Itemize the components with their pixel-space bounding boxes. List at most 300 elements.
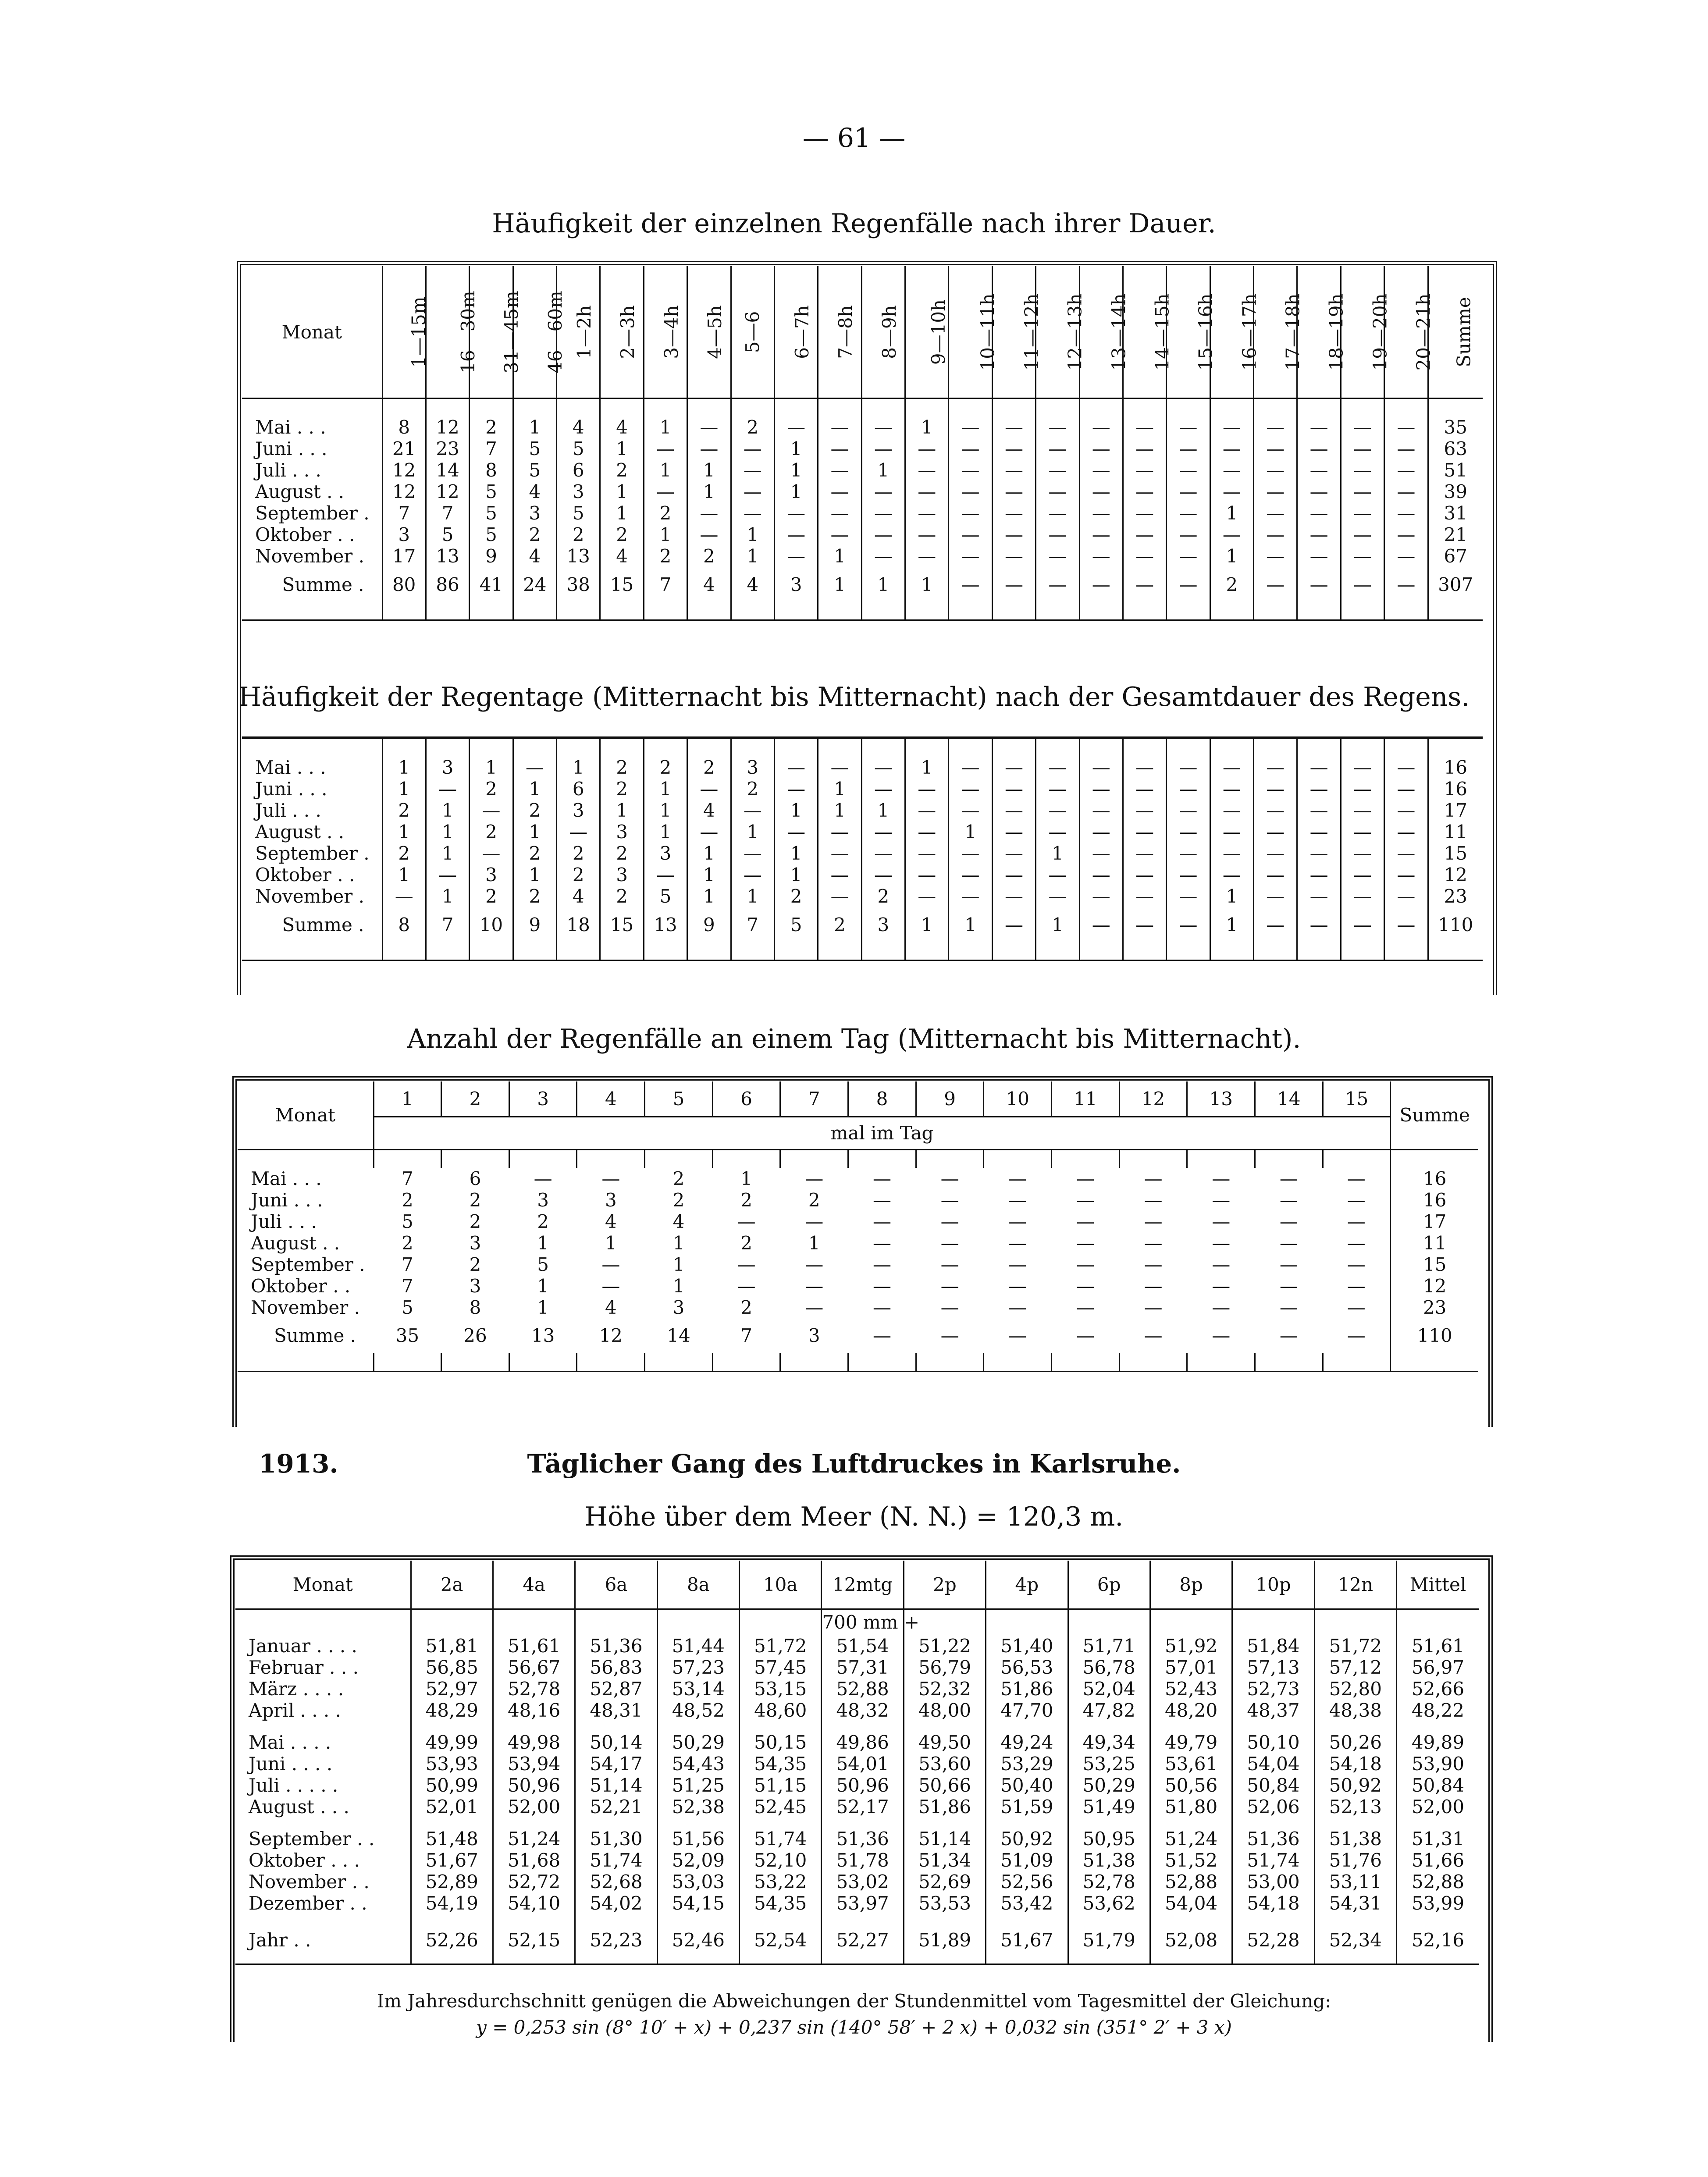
cell-value: —: [1079, 459, 1123, 481]
cell-value: —: [818, 481, 861, 502]
cell-value: —: [861, 545, 905, 567]
spacer: [1323, 1149, 1391, 1168]
cell-value: 5: [644, 886, 687, 907]
duration-label: 2—3h: [617, 305, 639, 359]
cell-value: —: [949, 757, 992, 778]
sum-label: Summe .: [282, 573, 364, 595]
cell-value: 2: [740, 1232, 752, 1254]
cell-value: —: [1297, 821, 1341, 843]
cell-value: 52,38: [657, 1796, 739, 1818]
cell-value: 2: [470, 778, 513, 800]
spacer: [493, 1721, 575, 1732]
sum-value: 80: [382, 567, 426, 602]
spacer: [1384, 398, 1428, 417]
duration-label: 9—10h: [928, 299, 950, 365]
spacer: [1232, 1955, 1314, 1964]
cell-value: —: [949, 545, 992, 567]
spacer: [575, 1721, 657, 1732]
spacer: [557, 602, 600, 620]
cell-value: —: [1210, 524, 1253, 545]
cell-value: —: [737, 1253, 756, 1275]
cell-value: —: [534, 1167, 552, 1189]
cell-value: 2: [401, 1232, 413, 1254]
cell-value: —: [1254, 843, 1297, 864]
cell-value: 52,43: [1150, 1678, 1232, 1700]
cell-value: —: [1297, 459, 1341, 481]
cell-value: 1: [673, 1232, 685, 1254]
spacer: [600, 602, 644, 620]
duration-header: [1167, 266, 1217, 398]
cell-value: —: [1036, 502, 1079, 524]
cell-value: —: [940, 1210, 959, 1232]
sum-value: 4: [687, 567, 731, 602]
cell-value: —: [1036, 416, 1079, 438]
cell-value: 53,25: [1068, 1753, 1150, 1775]
month-label: Dezember . .: [249, 1892, 367, 1914]
cell-value: —: [1384, 800, 1428, 821]
spacer: [904, 1818, 986, 1828]
cell-value: 1: [644, 459, 687, 481]
month-label: September .: [255, 843, 370, 864]
table1-title: Häufigkeit der einzelnen Regenfälle nach ihrer Dauer.: [492, 208, 1216, 239]
cell-value: 52,28: [1232, 1924, 1314, 1955]
cell-value: 2: [600, 757, 644, 778]
equation: y = 0,253 sin (8° 10′ + x) + 0,237 sin (140° 58′ + 2 x) + 0,032 sin (351° 2′ + 3 x): [476, 2017, 1232, 2038]
spacer: [1232, 1721, 1314, 1732]
cell-value: 53,29: [986, 1753, 1068, 1775]
cell-value: —: [687, 416, 731, 438]
mean-value: 49,89: [1397, 1732, 1479, 1753]
spacer: [984, 1149, 1052, 1168]
spacer: [1255, 1353, 1323, 1372]
duration-label: 17—18h: [1282, 293, 1304, 370]
spacer: [509, 1149, 577, 1168]
cell-value: —: [1167, 821, 1210, 843]
spacer: [1297, 738, 1341, 757]
row-sum: 16: [1391, 1189, 1478, 1211]
duration-label: 7—8h: [835, 305, 856, 359]
cell-value: 2: [470, 821, 513, 843]
cell-value: —: [774, 821, 818, 843]
duration-label: 16—30m: [457, 290, 479, 374]
spacer: [1397, 1818, 1479, 1828]
cell-value: —: [1297, 800, 1341, 821]
cell-value: —: [818, 502, 861, 524]
cell-value: —: [1036, 800, 1079, 821]
cell-value: —: [1297, 843, 1341, 864]
mean-value: 51,61: [1397, 1635, 1479, 1657]
duration-label: 16—17h: [1238, 293, 1260, 370]
cell-value: 47,82: [1068, 1700, 1150, 1721]
cell-value: —: [1210, 778, 1253, 800]
cell-value: —: [1297, 502, 1341, 524]
spacer: [687, 738, 731, 757]
table1-row: [242, 459, 1483, 481]
duration-header: [687, 266, 731, 398]
cell-value: 50,95: [1068, 1828, 1150, 1850]
spacer: [411, 1609, 493, 1635]
cell-value: —: [1079, 545, 1123, 567]
cell-value: 56,79: [904, 1657, 986, 1678]
spacer: [1123, 602, 1166, 620]
sum-value: 1: [905, 907, 949, 942]
table2-row: [242, 800, 1483, 821]
cell-value: —: [818, 864, 861, 886]
cell-value: —: [1079, 438, 1123, 459]
cell-value: —: [1212, 1167, 1231, 1189]
cell-value: 1: [470, 757, 513, 778]
count-header: 13: [1187, 1081, 1255, 1117]
spacer: [1210, 398, 1253, 417]
cell-value: —: [992, 821, 1035, 843]
spacer: [1167, 602, 1210, 620]
sum-value: 12: [599, 1325, 623, 1346]
cell-value: —: [1079, 886, 1123, 907]
cell-value: 1: [644, 821, 687, 843]
cell-value: 4: [600, 545, 644, 567]
cell-value: —: [1210, 864, 1253, 886]
cell-value: —: [818, 524, 861, 545]
mean-value: 51,66: [1397, 1850, 1479, 1871]
sum-value: 307: [1428, 567, 1483, 602]
cell-value: —: [1297, 778, 1341, 800]
cell-value: 52,34: [1314, 1924, 1396, 1955]
cell-value: —: [1123, 864, 1166, 886]
cell-value: 21: [1428, 524, 1483, 545]
count-header: 9: [916, 1081, 984, 1117]
sum-value: —: [1167, 907, 1210, 942]
spacer: [235, 1609, 411, 1635]
cell-value: 53,62: [1068, 1892, 1150, 1914]
duration-header: [600, 266, 644, 398]
sum-label: Summe .: [274, 1325, 356, 1346]
cell-value: —: [1167, 438, 1210, 459]
spacer: [509, 1353, 577, 1372]
cell-value: 5: [470, 502, 513, 524]
duration-label: 15—16h: [1195, 293, 1217, 370]
spacer: [382, 738, 426, 757]
cell-value: —: [1167, 864, 1210, 886]
cell-value: 53,15: [740, 1678, 822, 1700]
duration-label: 11—12h: [1021, 293, 1043, 370]
cell-value: —: [1167, 459, 1210, 481]
cell-value: 52,87: [575, 1678, 657, 1700]
cell-value: —: [1123, 778, 1166, 800]
spacer: [426, 738, 469, 757]
cell-value: —: [731, 459, 774, 481]
cell-value: 54,35: [740, 1753, 822, 1775]
spacer: [600, 738, 644, 757]
spacer: [774, 942, 818, 960]
rain-duration-table: [242, 266, 1483, 621]
cell-value: —: [1341, 416, 1384, 438]
sum-value: 7: [731, 907, 774, 942]
cell-value: —: [426, 864, 469, 886]
cell-value: —: [1254, 438, 1297, 459]
cell-value: —: [940, 1296, 959, 1318]
cell-value: —: [1036, 481, 1079, 502]
spacer: [1123, 398, 1166, 417]
cell-value: 1: [818, 800, 861, 821]
spacer: [657, 1609, 739, 1635]
cell-value: —: [992, 459, 1035, 481]
hour-header: 4a: [493, 1561, 575, 1609]
sum-value: 15: [600, 907, 644, 942]
cell-value: 51: [1428, 459, 1483, 481]
cell-value: 7: [382, 502, 426, 524]
cell-value: 5: [401, 1296, 413, 1318]
month-label: Oktober . .: [255, 864, 355, 886]
cell-value: 1: [731, 821, 774, 843]
spacer: [644, 602, 687, 620]
mean-value: 52,16: [1397, 1924, 1479, 1955]
spacer: [731, 398, 774, 417]
cell-value: —: [1254, 416, 1297, 438]
cell-value: 1: [687, 481, 731, 502]
spacer: [557, 942, 600, 960]
cell-value: —: [949, 864, 992, 886]
cell-value: 5: [470, 524, 513, 545]
cell-value: 2: [470, 886, 513, 907]
table2-row: [242, 886, 1483, 907]
cell-value: —: [1347, 1253, 1366, 1275]
sum-value: 86: [426, 567, 469, 602]
cell-value: 11: [1428, 821, 1483, 843]
cell-value: 54,18: [1232, 1892, 1314, 1914]
cell-value: —: [1036, 524, 1079, 545]
table3-row: [238, 1211, 1478, 1232]
month-label: September . .: [249, 1828, 375, 1850]
cell-value: 1: [537, 1275, 549, 1297]
spacer: [575, 1818, 657, 1828]
cell-value: 54,04: [1150, 1892, 1232, 1914]
cell-value: 1: [382, 757, 426, 778]
cell-value: —: [861, 502, 905, 524]
spacer: [1314, 1914, 1396, 1924]
duration-header: [1297, 266, 1347, 398]
spacer: [949, 738, 992, 757]
cell-value: 2: [731, 416, 774, 438]
spacer: [687, 602, 731, 620]
cell-value: —: [905, 524, 949, 545]
cell-value: 1: [731, 886, 774, 907]
spacer: [411, 1914, 493, 1924]
spacer: [1297, 602, 1341, 620]
sum-value: 9: [687, 907, 731, 942]
cell-value: 53,42: [986, 1892, 1068, 1914]
cell-value: 51,36: [822, 1828, 904, 1850]
cell-value: —: [1384, 886, 1428, 907]
duration-header: [382, 266, 429, 398]
spacer: [470, 942, 513, 960]
cell-value: 56,78: [1068, 1657, 1150, 1678]
cell-value: 54,35: [740, 1892, 822, 1914]
cell-value: —: [1079, 757, 1123, 778]
cell-value: —: [1210, 438, 1253, 459]
cell-value: —: [1123, 438, 1166, 459]
cell-value: 1: [687, 864, 731, 886]
count-header: 2: [441, 1081, 509, 1117]
spacer: [242, 398, 382, 417]
spacer: [600, 398, 644, 417]
cell-value: 57,45: [740, 1657, 822, 1678]
spacer: [1167, 942, 1210, 960]
cell-value: —: [1167, 757, 1210, 778]
spacer: [493, 1914, 575, 1924]
cell-value: 35: [1428, 416, 1483, 438]
cell-value: 49,86: [822, 1732, 904, 1753]
spacer: [740, 1955, 822, 1964]
cell-value: —: [774, 502, 818, 524]
cell-value: 1: [774, 459, 818, 481]
cell-value: —: [1254, 800, 1297, 821]
cell-value: 1: [600, 438, 644, 459]
cell-value: —: [1384, 821, 1428, 843]
cell-value: —: [1210, 800, 1253, 821]
cell-value: —: [1254, 524, 1297, 545]
cell-value: 1: [673, 1275, 685, 1297]
cell-value: —: [818, 438, 861, 459]
cell-value: —: [992, 438, 1035, 459]
cell-value: —: [1144, 1275, 1163, 1297]
cell-value: —: [1167, 481, 1210, 502]
sum-value: —: [1347, 1325, 1366, 1346]
spacer: [557, 738, 600, 757]
month-label: März . . . .: [249, 1678, 344, 1700]
month-label: Juni . . .: [255, 438, 327, 459]
spacer: [644, 398, 687, 417]
sum-value: —: [1384, 907, 1428, 942]
hour-header: 10a: [740, 1561, 822, 1609]
cell-value: 50,10: [1232, 1732, 1314, 1753]
cell-value: —: [1384, 502, 1428, 524]
cell-value: —: [1144, 1210, 1163, 1232]
month-header: Monat: [242, 266, 382, 398]
cell-value: 67: [1428, 545, 1483, 567]
spacer: [1314, 1818, 1396, 1828]
cell-value: —: [1123, 524, 1166, 545]
sum-value: —: [872, 1325, 891, 1346]
spacer: [1150, 1818, 1232, 1828]
cell-value: 8: [469, 1296, 481, 1318]
cell-value: —: [805, 1275, 824, 1297]
spacer: [1254, 738, 1297, 757]
spacer: [1254, 398, 1297, 417]
cell-value: 53,00: [1232, 1871, 1314, 1892]
spacer: [780, 1353, 848, 1372]
spacer: [731, 738, 774, 757]
spacer: [1391, 1149, 1478, 1168]
pressure-row: [235, 1678, 1479, 1700]
cell-value: 51,49: [1068, 1796, 1150, 1818]
cell-value: 1: [605, 1232, 617, 1254]
sum-value: 110: [1428, 907, 1483, 942]
cell-value: —: [872, 1210, 891, 1232]
cell-value: —: [861, 481, 905, 502]
hour-header: 6p: [1068, 1561, 1150, 1609]
mean-value: 51,31: [1397, 1828, 1479, 1850]
cell-value: 2: [600, 886, 644, 907]
month-label: Januar . . . .: [249, 1635, 357, 1657]
month-label: Juni . . .: [251, 1189, 323, 1211]
cell-value: —: [731, 481, 774, 502]
spacer: [1068, 1914, 1150, 1924]
count-header: 10: [984, 1081, 1052, 1117]
cell-value: 48,16: [493, 1700, 575, 1721]
spacer: [712, 1353, 780, 1372]
month-label: August . .: [255, 481, 345, 502]
cell-value: —: [805, 1253, 824, 1275]
cell-value: 50,84: [1232, 1775, 1314, 1796]
cell-value: —: [1210, 821, 1253, 843]
duration-label: 18—19h: [1325, 293, 1347, 370]
spacer: [238, 1353, 374, 1372]
cell-value: 2: [470, 416, 513, 438]
pressure-row: [235, 1828, 1479, 1850]
cell-value: —: [1167, 502, 1210, 524]
mean-value: 52,88: [1397, 1871, 1479, 1892]
pressure-row: [235, 1657, 1479, 1678]
cell-value: 53,61: [1150, 1753, 1232, 1775]
cell-value: —: [731, 843, 774, 864]
spacer: [411, 1955, 493, 1964]
cell-value: —: [1036, 757, 1079, 778]
cell-value: —: [1036, 886, 1079, 907]
cell-value: —: [1347, 1296, 1366, 1318]
cell-value: 2: [644, 502, 687, 524]
cell-value: 7: [401, 1275, 413, 1297]
cell-value: —: [1254, 502, 1297, 524]
spacer: [904, 1955, 986, 1964]
cell-value: 52,56: [986, 1871, 1068, 1892]
duration-header: [1384, 266, 1434, 398]
cell-value: 23: [426, 438, 469, 459]
row-sum: 23: [1391, 1297, 1478, 1318]
cell-value: 3: [557, 800, 600, 821]
cell-value: 2: [557, 843, 600, 864]
sum-value: 3: [774, 567, 818, 602]
cell-value: —: [382, 886, 426, 907]
cell-value: 3: [605, 1189, 617, 1211]
cell-value: 1: [382, 778, 426, 800]
cell-value: —: [1079, 843, 1123, 864]
cell-value: 54,10: [493, 1892, 575, 1914]
cell-value: 53,03: [657, 1871, 739, 1892]
cell-value: 1: [644, 416, 687, 438]
cell-value: 52,26: [411, 1924, 493, 1955]
cell-value: 48,20: [1150, 1700, 1232, 1721]
spacer: [1068, 1955, 1150, 1964]
cell-value: —: [1144, 1296, 1163, 1318]
cell-value: 5: [470, 481, 513, 502]
cell-value: 4: [605, 1296, 617, 1318]
spacer: [1036, 738, 1079, 757]
cell-value: —: [1254, 757, 1297, 778]
sum-value: 1: [1036, 907, 1079, 942]
spacer: [687, 398, 731, 417]
cell-value: —: [905, 886, 949, 907]
rain-events-per-day-table: [238, 1081, 1478, 1372]
cell-value: 51,74: [740, 1828, 822, 1850]
cell-value: —: [1036, 778, 1079, 800]
spacer: [986, 1609, 1068, 1635]
month-label: Juni . . .: [255, 778, 327, 800]
cell-value: 50,96: [822, 1775, 904, 1796]
cell-value: 2: [774, 886, 818, 907]
table3-row: [238, 1168, 1478, 1189]
spacer: [1384, 602, 1428, 620]
cell-value: —: [1008, 1232, 1027, 1254]
